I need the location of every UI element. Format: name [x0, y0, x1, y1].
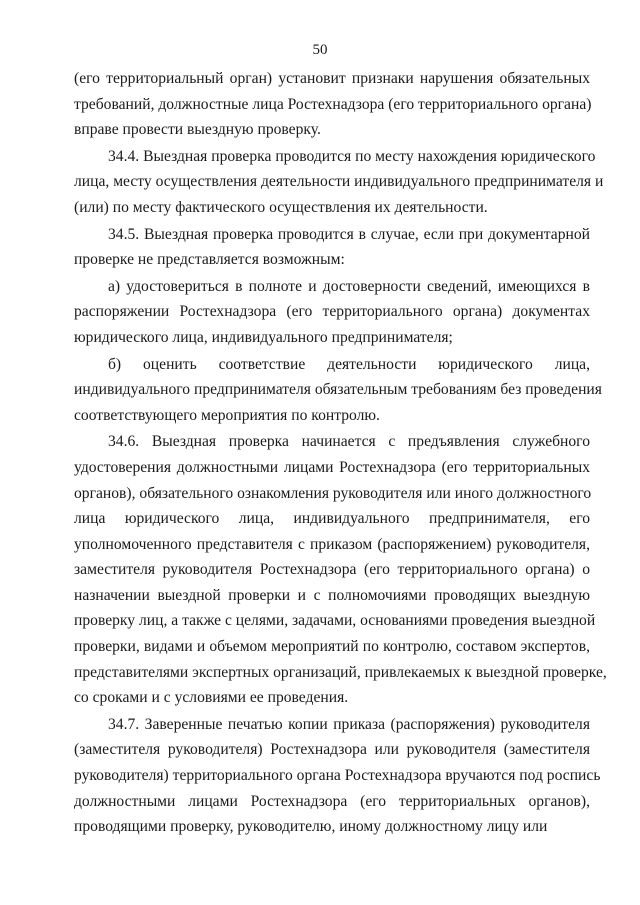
text-line: удостоверения должностными лицами Ростехнадзора (его территориальных [74, 458, 590, 476]
text-line: представителями экспертных организаций, привлекаемых к выездной проверке, [74, 663, 607, 681]
text-line: (заместителя руководителя) Ростехнадзора или руководителя (заместителя [74, 741, 590, 759]
text-line: индивидуального предпринимателя обязательным требованиям без проведения [74, 381, 602, 399]
paragraph-p34-7 [74, 712, 601, 840]
text-line: уполномоченного представителя с приказом (распоряжением) руководителя, [74, 535, 590, 553]
paragraph-p34-5 [74, 222, 590, 273]
text-line: юридического лица, индивидуального предпринимателя; [74, 328, 453, 346]
text-line: а) удостовериться в полноте и достоверности сведений, имеющихся в [108, 277, 590, 295]
text-line: соответствующего мероприятия по контролю. [74, 406, 380, 424]
paragraph-p34-5b [74, 352, 602, 429]
text-line: проводящими проверку, руководителю, иному должностному лицу или [74, 818, 548, 836]
paragraph-p34-6 [74, 429, 607, 711]
document-body [74, 66, 607, 840]
text-line: б) оценить соответствие деятельности юридического лица, [108, 355, 590, 373]
text-line: 34.5. Выездная проверка проводится в случае, если при документарной [108, 225, 590, 243]
text-line: требований, должностные лица Ростехнадзора (его территориального органа) [74, 95, 592, 113]
text-line: проверку лиц, а также с целями, задачами, основаниями проведения выездной [74, 612, 596, 630]
text-line: органов), обязательного ознакомления руководителя или иного должностного [74, 484, 592, 502]
text-line: проверке не представляется возможным: [74, 251, 345, 269]
paragraph-p34-5a [74, 274, 590, 351]
text-line: (или) по месту фактического осуществления их деятельности. [74, 198, 488, 216]
paragraph-p34-4 [74, 144, 604, 221]
text-line: со сроками и с условиями ее проведения. [74, 689, 349, 707]
text-line: лица юридического лица, индивидуального предпринимателя, его [74, 510, 590, 528]
text-line: распоряжении Ростехнадзора (его территориального органа) документах [74, 303, 590, 321]
text-line: (его территориальный орган) установит признаки нарушения обязательных [74, 70, 590, 87]
text-line: назначении выездной проверки и с полномочиями проводящих выездную [74, 586, 590, 604]
text-line: 34.4. Выездная проверка проводится по месту нахождения юридического [108, 147, 596, 165]
text-line: руководителя) территориального органа Ростехнадзора вручаются под роспись [74, 767, 601, 785]
text-line: заместителя руководителя Ростехнадзора (его территориального органа) о [74, 561, 590, 579]
text-line: вправе провести выездную проверку. [74, 121, 321, 139]
text-line: 34.6. Выездная проверка начинается с предъявления служебного [108, 433, 590, 451]
text-line: проверки, видами и объемом мероприятий по контролю, составом экспертов, [74, 638, 590, 656]
text-line: лица, месту осуществления деятельности индивидуального предпринимателя и [74, 173, 604, 191]
text-line: 34.7. Заверенные печатью копии приказа (распоряжения) руководителя [108, 715, 590, 733]
page-number: 50 [312, 42, 328, 58]
text-line: должностными лицами Ростехнадзора (его территориальных органов), [74, 792, 590, 810]
paragraph-cont [74, 66, 590, 143]
